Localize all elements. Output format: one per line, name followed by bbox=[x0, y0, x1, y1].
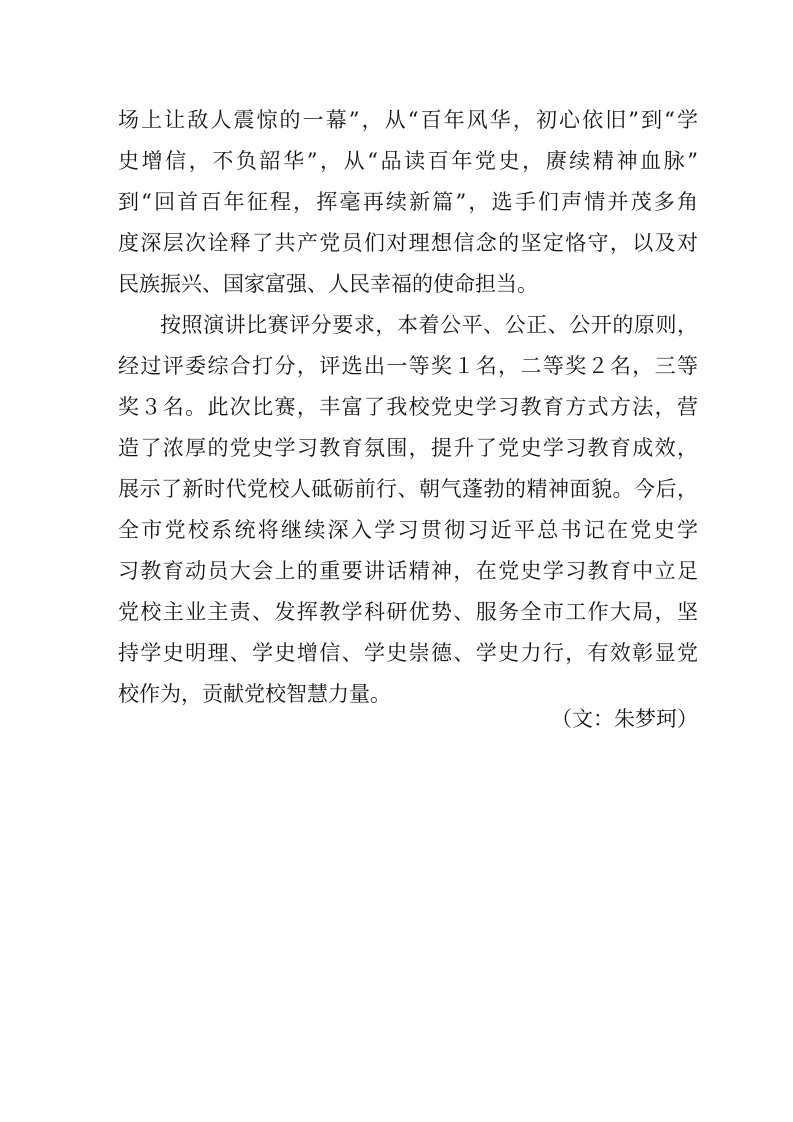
paragraph-line: 校作为，贡献党校智慧力量。 bbox=[118, 682, 391, 706]
paragraph-line: 奖３名。此次比赛，丰富了我校党史学习教育方式方法，营 bbox=[118, 395, 698, 419]
paragraph-line: 习教育动员大会上的重要讲话精神，在党史学习教育中立足 bbox=[118, 559, 698, 583]
paragraph-line: 造了浓厚的党史学习教育氛围，提升了党史学习教育成效， bbox=[118, 436, 698, 460]
paragraph-line: 到“回首百年征程，挥毫再续新篇”，选手们声情并茂多角 bbox=[118, 190, 698, 214]
paragraph-line: 度深层次诠释了共产党员们对理想信念的坚定恪守，以及对 bbox=[118, 231, 698, 255]
paragraph-line: 党校主业主责、发挥教学科研优势、服务全市工作大局，坚 bbox=[118, 600, 698, 624]
paragraph-line: 史增信，不负韶华”，从“品读百年党史，赓续精神血脉” bbox=[118, 149, 698, 173]
paragraph-line: 场上让敌人震惊的一幕”，从“百年风华，初心依旧”到“学 bbox=[118, 108, 698, 132]
paragraph-line: 经过评委综合打分，评选出一等奖１名，二等奖２名，三等 bbox=[118, 354, 698, 378]
paragraph-line: 民族振兴、国家富强、人民幸福的使命担当。 bbox=[118, 272, 538, 296]
paragraph-line: 展示了新时代党校人砥砺前行、朝气蓬勃的精神面貌。今后， bbox=[118, 477, 698, 501]
paragraph-line: 持学史明理、学史增信、学史崇德、学史力行，有效彰显党 bbox=[118, 641, 698, 665]
author-byline: （文：朱梦珂） bbox=[551, 707, 698, 731]
paragraph-line: 按照演讲比赛评分要求，本着公平、公正、公开的原则， bbox=[160, 313, 698, 337]
paragraph-line: 全市党校系统将继续深入学习贯彻习近平总书记在党史学 bbox=[118, 518, 698, 542]
